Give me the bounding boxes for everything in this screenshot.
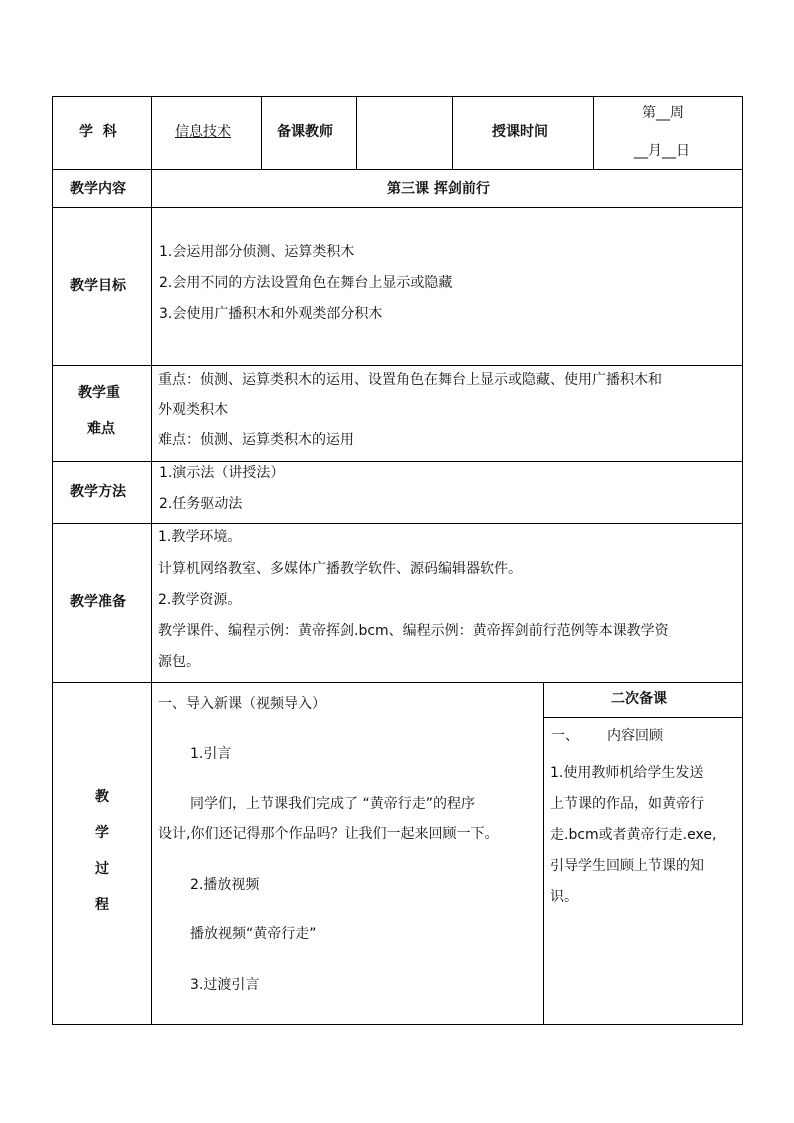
table-border-header-col3: [356, 96, 357, 169]
key-points-line: 外观类积木: [158, 402, 228, 418]
process-label-char: 过: [95, 861, 109, 877]
process-step-intro: 1.引言: [190, 746, 232, 762]
table-border-row3: [52, 365, 743, 366]
content-value: 第三课 挥剑前行: [387, 181, 490, 197]
secondary-line: 识。: [550, 889, 578, 905]
secondary-line: 1.使用教师机给学生发送: [550, 765, 704, 781]
table-border-row2: [52, 207, 743, 208]
table-border-secondary-col: [543, 682, 544, 1024]
table-border-row4: [52, 461, 743, 462]
content-label: 教学内容: [70, 181, 126, 197]
preparation-line: 1.教学环境。: [158, 529, 242, 545]
process-label-char: 教: [95, 789, 109, 805]
table-border-row6: [52, 682, 743, 683]
method-item: 1.演示法（讲授法）: [159, 465, 285, 481]
table-border-label-col: [151, 96, 152, 1025]
goal-item: 2.会用不同的方法设置角色在舞台上显示或隐藏: [159, 275, 453, 291]
table-border-left: [52, 96, 53, 1025]
secondary-line: 走.bcm或者黄帝行走.exe,: [550, 827, 717, 843]
table-border-header-col4: [452, 96, 453, 169]
subject-label: 学 科: [79, 124, 117, 140]
process-step-transition: 3.过渡引言: [190, 977, 260, 993]
time-label: 授课时间: [492, 124, 548, 140]
key-points-label-line1: 教学重: [78, 385, 120, 401]
key-points-label-line2: 难点: [87, 421, 115, 437]
table-border-right: [742, 96, 743, 1025]
key-points-line: 难点：侦测、运算类积木的运用: [158, 432, 354, 448]
goal-item: 3.会使用广播积木和外观类部分积木: [159, 306, 383, 322]
preparation-line: 源包。: [158, 654, 200, 670]
process-step-play: 2.播放视频: [190, 877, 260, 893]
week-text: 第__周: [642, 105, 684, 121]
key-points-line: 重点：侦测、运算类积木的运用、设置角色在舞台上显示或隐藏、使用广播积木和: [158, 372, 662, 388]
table-border-header-col2: [261, 96, 262, 169]
process-section-title: 一、导入新课（视频导入）: [158, 696, 326, 712]
process-intro-line: 同学们，上节课我们完成了 “黄帝行走”的程序: [190, 796, 475, 812]
preparation-line: 计算机网络教室、多媒体广播教学软件、源码编辑器软件。: [158, 561, 522, 577]
secondary-review-num: 一、: [551, 728, 579, 744]
process-intro-line: 设计,你们还记得那个作品吗？让我们一起来回顾一下。: [158, 826, 499, 842]
secondary-title-border: [543, 717, 743, 718]
table-border-row5: [52, 523, 743, 524]
table-border-header-col5: [593, 96, 594, 169]
secondary-line: 引导学生回顾上节课的知: [550, 858, 704, 874]
table-border-row1: [52, 169, 743, 170]
preparation-line: 教学课件、编程示例：黄帝挥剑.bcm、编程示例：黄帝挥剑前行范例等本课教学资: [158, 623, 669, 639]
process-play-text: 播放视频“黄帝行走”: [190, 926, 317, 942]
goals-label: 教学目标: [70, 278, 126, 294]
teacher-label: 备课教师: [277, 124, 333, 140]
date-text: __月__日: [634, 143, 690, 159]
table-border-top: [52, 96, 743, 97]
subject-value: 信息技术: [175, 124, 231, 140]
process-label-char: 学: [95, 825, 109, 841]
secondary-review-title: 内容回顾: [607, 728, 663, 744]
preparation-line: 2.教学资源。: [158, 592, 242, 608]
methods-label: 教学方法: [70, 484, 126, 500]
secondary-title: 二次备课: [611, 691, 667, 707]
process-label-char: 程: [95, 897, 109, 913]
goal-item: 1.会运用部分侦测、运算类积木: [159, 244, 355, 260]
secondary-line: 上节课的作品，如黄帝行: [550, 796, 704, 812]
method-item: 2.任务驱动法: [159, 496, 243, 512]
table-border-bottom: [52, 1024, 743, 1025]
preparation-label: 教学准备: [70, 594, 126, 610]
